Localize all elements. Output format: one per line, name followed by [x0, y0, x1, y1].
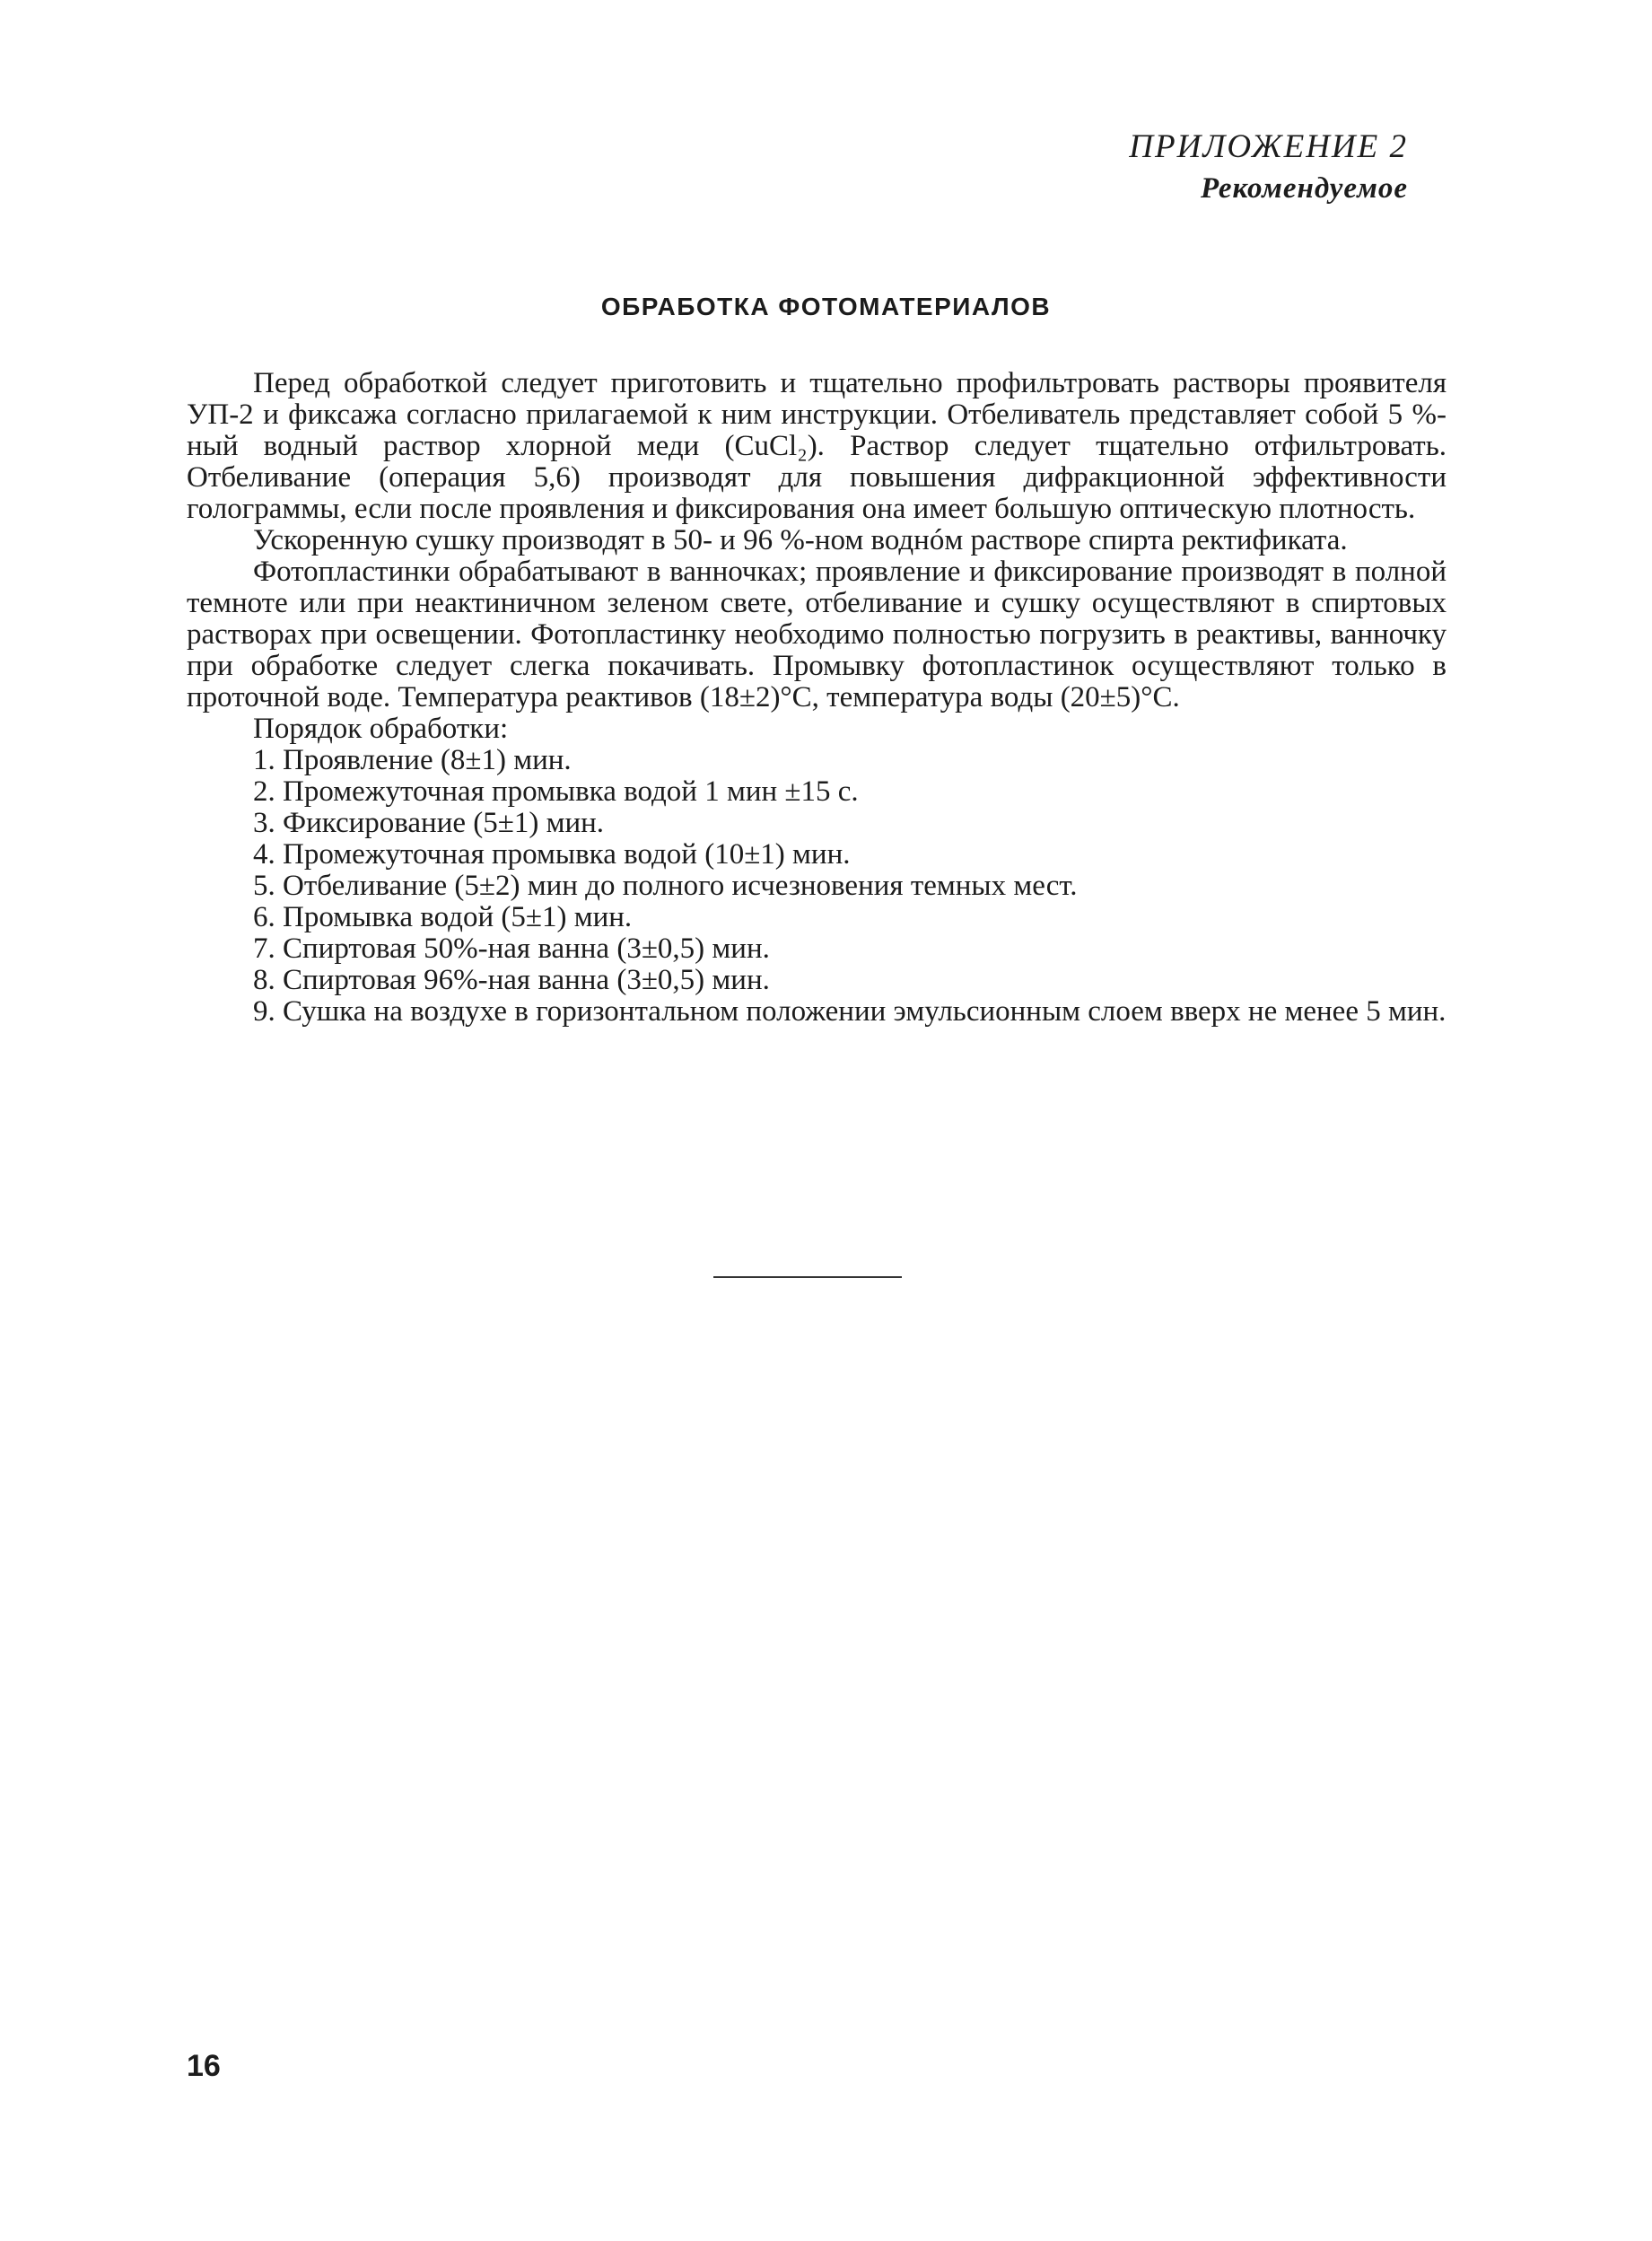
paragraph-intro: Перед обработкой следует приготовить и тщательно профильтровать растворы проявителя УП-2 и фиксажа согласно прилагаемой к ним инструкции. Отбеливатель представляет собой 5 %-ный водный раствор хлорной меди (CuCl₂). Раствор следует тщательно отфильтровать. Отбеливание (операция 5,6) производят для повышения дифракционной эффективности голограммы, если после проявления и фиксирования она имеет большую оптическую плотность. [187, 367, 1447, 525]
body-text [187, 368, 1447, 1028]
list-item: 9. Сушка на воздухе в горизонтальном положении эмульсионным слоем вверх не менее 5 мин. [253, 995, 1447, 1028]
list-item: 2. Промежуточная промывка водой 1 мин ±15 с. [253, 775, 859, 808]
page-number: 16 [187, 2049, 221, 2083]
list-item: 3. Фиксирование (5±1) мин. [253, 807, 605, 839]
paragraph-processing: Фотопластинки обрабатывают в ванночках; проявление и фиксирование производят в полной темноте или при неактиничном зеленом свете, отбеливание и сушку осуществляют в спиртовых растворах при освещении. Фотопластинку необходимо полностью погрузить в реактивы, ванночку при обработке следует слегка покачивать. Промывку фотопластинок осуществляют только в проточной воде. Температура реактивов (18±2)°С, температура воды (20±5)°С. [187, 556, 1447, 713]
list-item: 8. Спиртовая 96%-ная ванна (3±0,5) мин. [253, 964, 770, 996]
list-item: 4. Промежуточная промывка водой (10±1) мин. [253, 838, 851, 871]
paragraph-drying: Ускоренную сушку производят в 50- и 96 %-ном воднóм растворе спирта ректификата. [253, 524, 1348, 556]
annex-block [1129, 126, 1408, 208]
paragraph-order-label: Порядок обработки: [253, 713, 509, 745]
list-item: 7. Спиртовая 50%-ная ванна (3±0,5) мин. [253, 932, 770, 965]
list-item: 6. Промывка водой (5±1) мин. [253, 901, 633, 933]
annex-subtitle: Рекомендуемое [1200, 172, 1408, 205]
processing-steps-list [187, 745, 1447, 1028]
list-item: 1. Проявление (8±1) мин. [253, 744, 572, 776]
annex-title: ПРИЛОЖЕНИЕ 2 [1129, 128, 1408, 165]
list-item: 5. Отбеливание (5±2) мин до полного исчезновения темных мест. [253, 870, 1078, 902]
end-divider [713, 1276, 902, 1278]
section-heading: ОБРАБОТКА ФОТОМАТЕРИАЛОВ [600, 293, 1052, 320]
